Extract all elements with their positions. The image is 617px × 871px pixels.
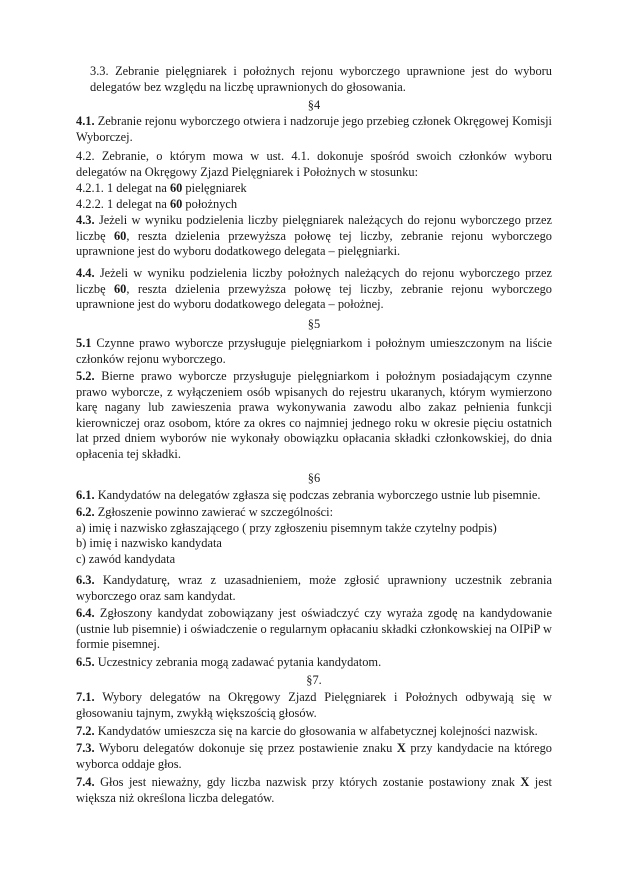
paragraph-text-b: jest większa niż określona liczba delegatów. [76,775,552,805]
paragraph-number: 6.5. [76,655,95,669]
paragraph-number: 6.2. [76,505,95,519]
paragraph-6-4 [76,606,552,653]
list-prefix: 4.2.1. 1 delegat na [76,181,170,195]
paragraph-text: Zgłoszenie powinno zawierać w szczególności: [94,505,334,519]
paragraph-number: 7.3. [76,741,95,755]
list-number: 60 [169,181,183,195]
paragraph-text: Kandydatów na delegatów zgłasza się podczas zebrania wyborczego ustnie lub pisemnie. [94,488,541,502]
paragraph-number: 6.1. [76,488,95,502]
paragraph-text-b: , reszta dzielenia przewyższa połowę tej liczby, zebranie rejonu wyborczego uprawnione jest do wyboru dodatkowego delegata – pielęgniarki. [76,228,552,259]
paragraph-7-2 [76,724,552,740]
paragraph-6-5 [76,655,552,671]
list-suffix: położnych [182,197,238,211]
paragraph-6-1 [76,488,552,504]
paragraph-5-1 [76,336,552,367]
paragraph-text-a: Wyboru delegatów dokonuje się przez postawienie znaku [94,741,397,755]
paragraph-text: Czynne prawo wyborcze przysługuje pielęgniarkom i położnym umieszczonym na liście członków rejonu wyborczego. [76,336,552,366]
paragraph-4-2-2 [76,197,552,213]
paragraph-number: 6.4. [76,606,95,620]
paragraph-text: 3.3. Zebranie pielęgniarek i położnych rejonu wyborczego uprawnione jest do wyboru delegatów bez względu na liczbę uprawnionych do głosowania. [90,64,552,94]
paragraph-number: 4.1. [76,114,95,128]
paragraph-text: Bierne prawo wyborcze przysługuje pielęgniarkom i położnym posiadającym czynne prawo wyborcze, z wyłączeniem osób wpisanych do rejestru ukaranych, którym wymierzono karę nagany lub zawieszenia prawa wykonywania zawodu albo zakaz pełnienia funkcji kierowniczej oraz osobom, które za okres co najmniej jednego roku w okresie pięciu ostatnich lat przed dniem wyborów nie wykonały obowiązku opłacania składki członkowskiej, do dnia opłacenia tej składki. [76,369,552,461]
paragraph-text: Kandydatów umieszcza się na karcie do głosowania w alfabetycznej kolejności nazwisk. [94,724,538,738]
paragraph-number: 5.1 [76,336,92,350]
divisor-number: 60 [113,281,127,296]
list-number: 60 [169,197,183,211]
paragraph-text: Wybory delegatów na Okręgowy Zjazd Pielęgniarek i Położnych odbywają się w głosowaniu tajnym, zwykłą większością głosów. [76,690,552,720]
paragraph-text: Kandydaturę, wraz z uzasadnieniem, może zgłosić uprawniony uczestnik zebrania wyborczego oraz sam kandydat. [76,573,552,603]
paragraph-6-2 [76,505,552,567]
paragraph-text-a: Jeżeli w wyniku podzielenia liczby położnych należących do rejonu wyborczego przez liczbę [76,266,552,296]
paragraph-number: 7.1. [76,690,95,704]
paragraph-6-3 [76,573,552,604]
paragraph-number: 4.3. [76,213,95,227]
paragraph-4-2-1 [76,181,552,197]
list-item-c: c) zawód kandydata [76,551,176,566]
paragraph-number: 5.2. [76,369,95,383]
paragraph-text: Uczestnicy zebrania mogą zadawać pytania kandydatom. [94,655,382,669]
section-heading-6: §6 [307,471,321,485]
paragraph-text: Zgłoszony kandydat zobowiązany jest oświadczyć czy wyraża zgodę na kandydowanie (ustnie lub pisemnie) i oświadczenie o regularnym opłacaniu składki członkowskiej na OIPiP w formie pisemnej. [76,606,552,652]
paragraph-7-4 [76,775,552,806]
paragraph-number: 7.4. [76,775,95,789]
list-prefix: 4.2.2. 1 delegat na [76,197,170,211]
paragraph-3-3 [90,64,552,95]
paragraph-4-4 [76,266,552,313]
list-item-a: a) imię i nazwisko zgłaszającego ( przy zgłoszeniu pisemnym także czytelny podpis) [76,520,497,535]
paragraph-text: Zebranie, o którym mowa w ust. 4.1. dokonuje spośród swoich członków wyboru delegatów na Okręgowy Zjazd Pielęgniarek i Położnych w stosunku: [76,149,552,179]
section-heading-4: §4 [307,98,321,112]
paragraph-4-1 [76,114,552,145]
paragraph-7-3 [76,741,552,772]
paragraph-number: 4.2. [76,149,95,163]
section-heading-5: §5 [307,317,321,331]
list-item-b: b) imię i nazwisko kandydata [76,536,222,551]
paragraph-4-3 [76,213,552,260]
paragraph-text-a: Jeżeli w wyniku podzielenia liczby pielęgniarek należących do rejonu wyborczego przez liczbę [76,213,552,243]
paragraph-text-b: , reszta dzielenia przewyższa połowę tej liczby, zebranie rejonu wyborczego uprawnione jest do wyboru dodatkowego delegata – położnej. [76,281,552,312]
mark-symbol: X [520,775,530,789]
paragraph-5-2 [76,369,552,463]
list-suffix: pielęgniarek [182,181,247,195]
paragraph-text: Zebranie rejonu wyborczego otwiera i nadzoruje jego przebieg członek Okręgowej Komisji Wyborczej. [76,114,552,144]
section-heading-7: §7. [306,673,322,687]
paragraph-4-2 [76,149,552,180]
mark-symbol: X [396,741,406,755]
divisor-number: 60 [113,228,127,243]
paragraph-7-1 [76,690,552,721]
paragraph-number: 6.3. [76,573,95,587]
paragraph-number: 4.4. [76,266,95,280]
paragraph-text-a: Głos jest nieważny, gdy liczba nazwisk przy których zostanie postawiony znak [94,775,521,789]
paragraph-text-b: przy kandydacie na którego wyborca oddaje głos. [76,741,552,771]
paragraph-number: 7.2. [76,724,95,738]
